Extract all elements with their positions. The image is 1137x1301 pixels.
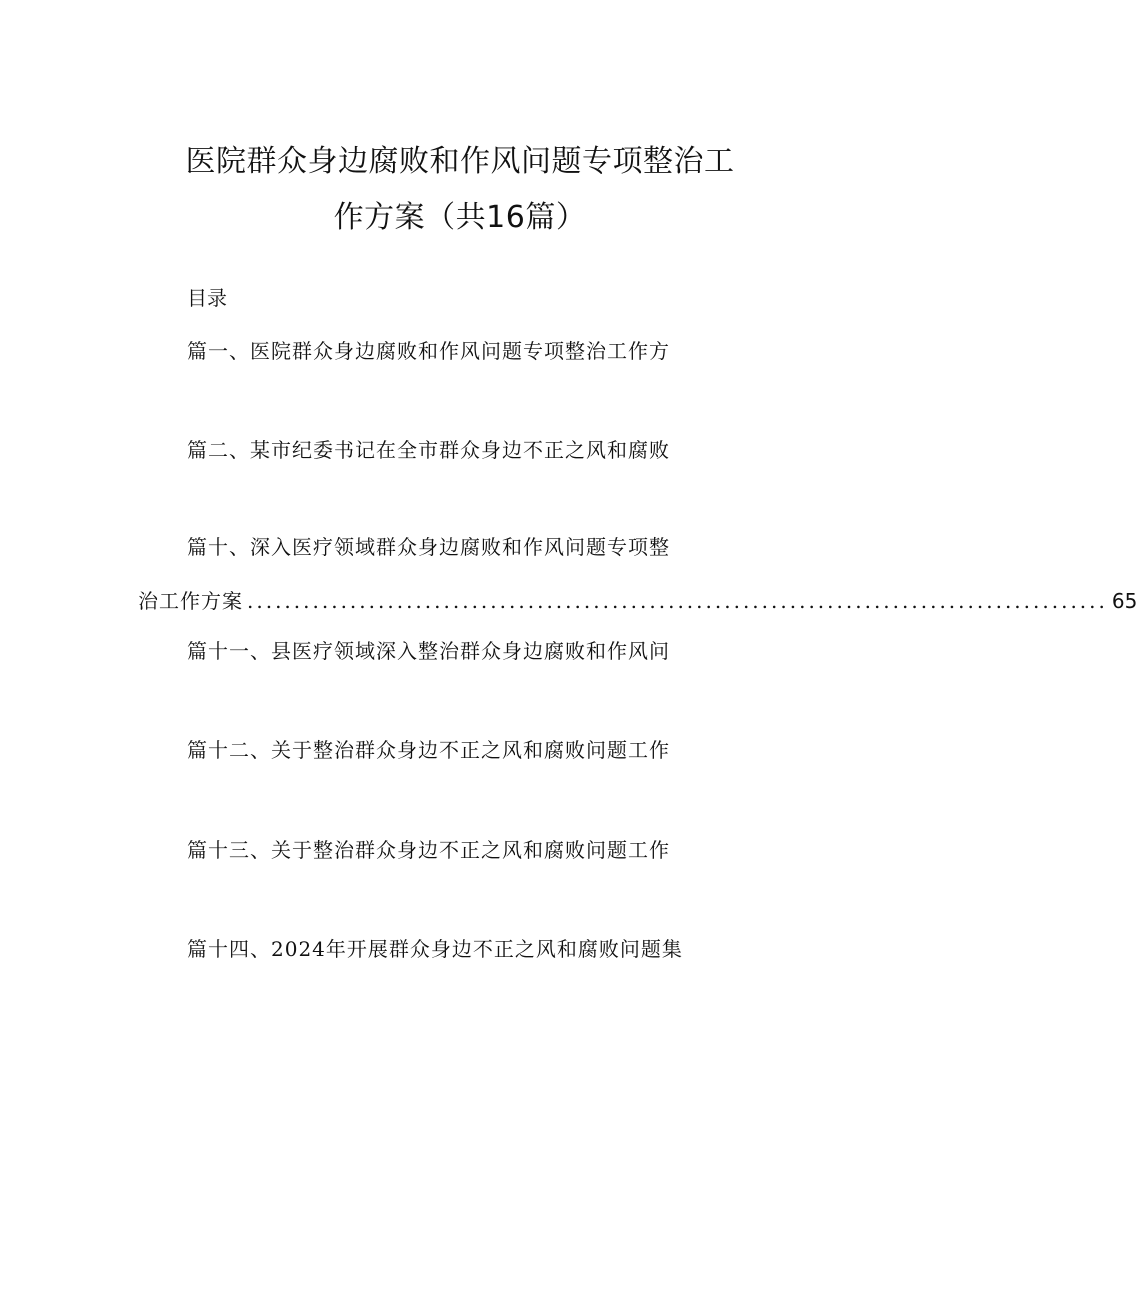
- toc-entry-12: 篇十二、关于整治群众身边不正之风和腐败问题工作: [187, 738, 670, 762]
- toc-entry-2: 篇二、某市纪委书记在全市群众身边不正之风和腐败: [187, 438, 670, 462]
- toc-entry-1: 篇一、医院群众身边腐败和作风问题专项整治工作方: [187, 339, 670, 363]
- document-title-line-2: 作方案（共16篇）: [333, 200, 587, 235]
- toc-entry-10-text: 治工作方案: [138, 589, 243, 613]
- toc-entry-11: 篇十一、县医疗领域深入整治群众身边腐败和作风问: [187, 639, 670, 663]
- toc-dot-leader: ............................................................................................: [247, 589, 1108, 613]
- toc-page-number: 65: [1111, 589, 1137, 613]
- toc-entry-14: 篇十四、2024年开展群众身边不正之风和腐败问题集: [187, 937, 683, 961]
- document-title-line-1: 医院群众身边腐败和作风问题专项整治工: [185, 144, 735, 179]
- toc-entry-13: 篇十三、关于整治群众身边不正之风和腐败问题工作: [187, 838, 670, 862]
- toc-entry-10-line-2: [138, 587, 1137, 615]
- toc-heading: 目录: [187, 286, 227, 310]
- toc-entry-10-line-1: 篇十、深入医疗领域群众身边腐败和作风问题专项整: [187, 535, 670, 559]
